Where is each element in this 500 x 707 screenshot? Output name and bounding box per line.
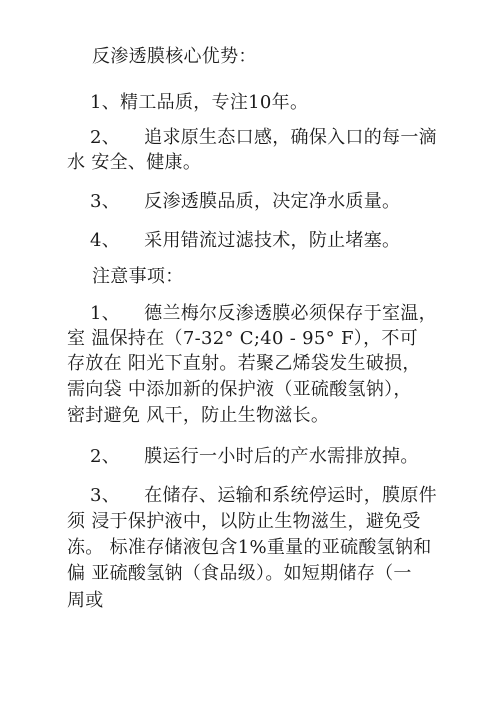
note-line: 需向袋 中添加新的保护液（亚硫酸氢钠）， (67, 379, 412, 400)
advantage-item: 2、 追求原生态口感，确保入口的每一滴 (90, 127, 437, 148)
advantage-item-continuation: 水 安全、健康。 (67, 152, 202, 173)
note-line: 室 温保持在（7-32° C;40 - 95° F），不可 (67, 328, 418, 349)
note-line: 周或 (67, 590, 104, 611)
note-line: 2、 膜运行一小时后的产水需排放掉。 (90, 446, 419, 467)
advantage-item: 3、 反渗透膜品质，决定净水质量。 (90, 191, 401, 212)
note-line: 1、 德兰梅尔反渗透膜必须保存于室温， (90, 303, 437, 324)
note-line: 密封避免 风干，防止生物滋长。 (67, 405, 330, 426)
note-line: 3、 在储存、运输和系统停运时，膜原件 (90, 485, 437, 506)
heading-notes: 注意事项： (92, 266, 184, 287)
note-line: 偏 亚硫酸氢钠（食品级）。如短期储存（一 (67, 563, 412, 584)
heading-advantages: 反渗透膜核心优势： (92, 46, 257, 67)
advantage-item: 1、精工品质，专注10年。 (90, 92, 309, 113)
advantage-item: 4、 采用错流过滤技术，防止堵塞。 (90, 230, 401, 251)
note-line: 冻。 标准存储液包含1%重量的亚硫酸氢钠和 (67, 537, 432, 558)
note-line: 须 浸于保护液中，以防止生物滋生，避免受 (67, 511, 421, 532)
note-line: 存放在 阳光下直射。若聚乙烯袋发生破损， (67, 353, 421, 374)
